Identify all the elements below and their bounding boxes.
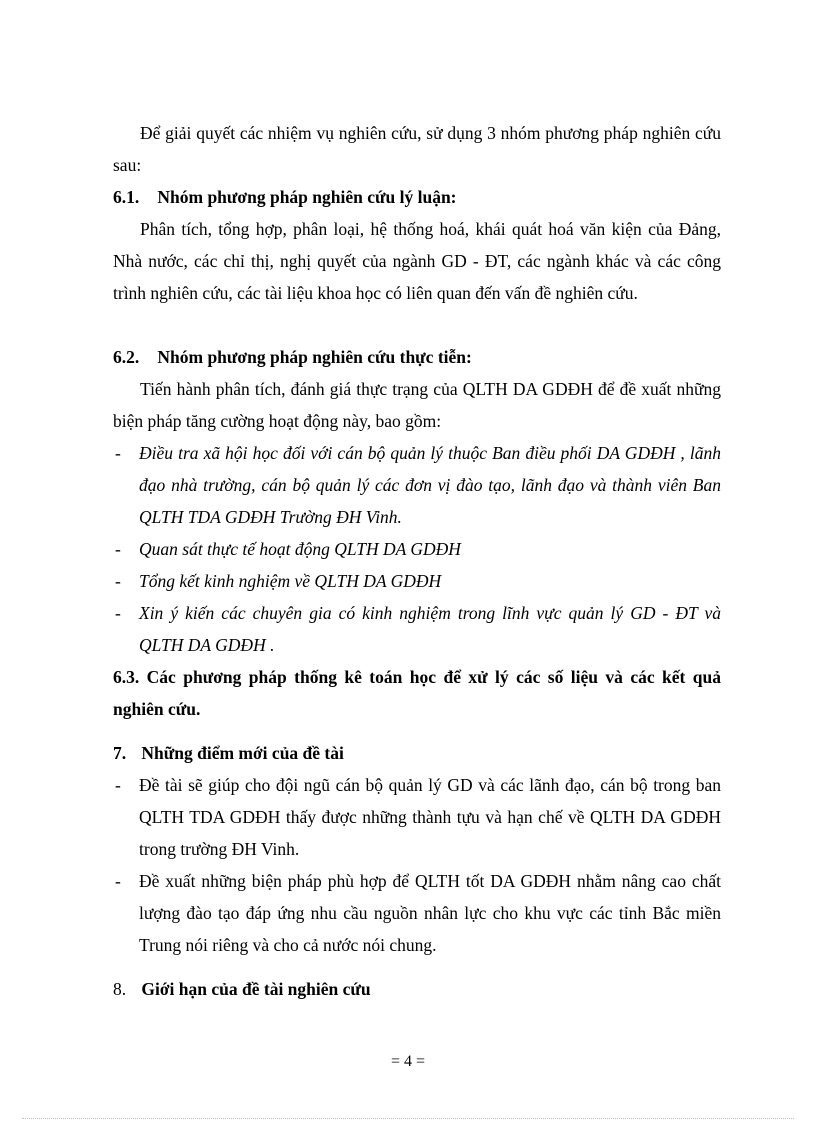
page-number: = 4 = <box>390 1053 426 1070</box>
page-bottom-divider <box>22 1118 794 1119</box>
section-6-3-heading: 6.3. Các phương pháp thống kê toán học để xử lý các số liệu và các kết quả nghiên cứu. <box>113 667 721 719</box>
bullet-dash: - <box>115 539 121 559</box>
section-7-title: Những điểm mới của đề tài <box>141 743 344 763</box>
section-8-number: 8. <box>113 979 127 999</box>
list-item <box>113 533 721 565</box>
section-6-2-body: Tiến hành phân tích, đánh giá thực trạng của QLTH DA GDĐH để đề xuất những biện pháp tăng cường hoạt động này, bao gồm: <box>113 379 721 431</box>
section-6-1-body: Phân tích, tổng hợp, phân loại, hệ thống hoá, khái quát hoá văn kiện của Đảng, Nhà nước, các chỉ thị, nghị quyết của ngành GD - ĐT, các ngành khác và các công trình nghiên cứu, các tài liệu khoa học có liên quan đến vấn đề nghiên cứu. <box>113 219 721 303</box>
bullet-dash: - <box>115 603 121 623</box>
section-6-2-heading <box>113 341 721 373</box>
bullet-dash: - <box>115 443 121 463</box>
list-item <box>113 769 721 865</box>
bullet-dash: - <box>115 871 121 891</box>
list-item-text: Đề xuất những biện pháp phù hợp để QLTH tốt DA GDĐH nhằm nâng cao chất lượng đào tạo đáp ứng nhu cầu nguồn nhân lực cho khu vực các tỉnh Bắc miền Trung nói riêng và cho cả nước nói chung. <box>139 871 721 955</box>
section-6-2-title: Nhóm phương pháp nghiên cứu thực tiễn: <box>157 347 472 367</box>
section-6-1-number: 6.1. <box>113 187 140 207</box>
list-item-text: Xin ý kiến các chuyên gia có kinh nghiệm trong lĩnh vực quản lý GD - ĐT và QLTH DA GDĐH . <box>139 603 721 655</box>
section-7-number: 7. <box>113 743 127 763</box>
list-item-text: Tổng kết kinh nghiệm về QLTH DA GDĐH <box>139 571 442 591</box>
section-6-1-title: Nhóm phương pháp nghiên cứu lý luận: <box>157 187 457 207</box>
section-6-1-heading <box>113 181 721 213</box>
bullet-dash: - <box>115 571 121 591</box>
list-item <box>113 865 721 961</box>
section-6-2-number: 6.2. <box>113 347 140 367</box>
list-item-text: Điều tra xã hội học đối với cán bộ quản lý thuộc Ban điều phối DA GDĐH , lãnh đạo nhà trường, cán bộ quản lý các đơn vị đào tạo, lãnh đạo và thành viên Ban QLTH TDA GDĐH Trường ĐH Vinh. <box>139 443 721 527</box>
section-8-title: Giới hạn của đề tài nghiên cứu <box>141 979 371 999</box>
list-item <box>113 437 721 533</box>
list-item <box>113 597 721 661</box>
list-item <box>113 565 721 597</box>
list-item-text: Quan sát thực tế hoạt động QLTH DA GDĐH <box>139 539 461 559</box>
list-item-text: Đề tài sẽ giúp cho đội ngũ cán bộ quản lý GD và các lãnh đạo, cán bộ trong ban QLTH TDA GDĐH thấy được những thành tựu và hạn chế về QLTH DA GDĐH trong trường ĐH Vinh. <box>139 775 721 859</box>
section-7-heading <box>113 737 721 769</box>
intro-paragraph: Để giải quyết các nhiệm vụ nghiên cứu, sử dụng 3 nhóm phương pháp nghiên cứu sau: <box>113 123 721 175</box>
bullet-dash: - <box>115 775 121 795</box>
section-8-heading <box>113 973 721 1005</box>
